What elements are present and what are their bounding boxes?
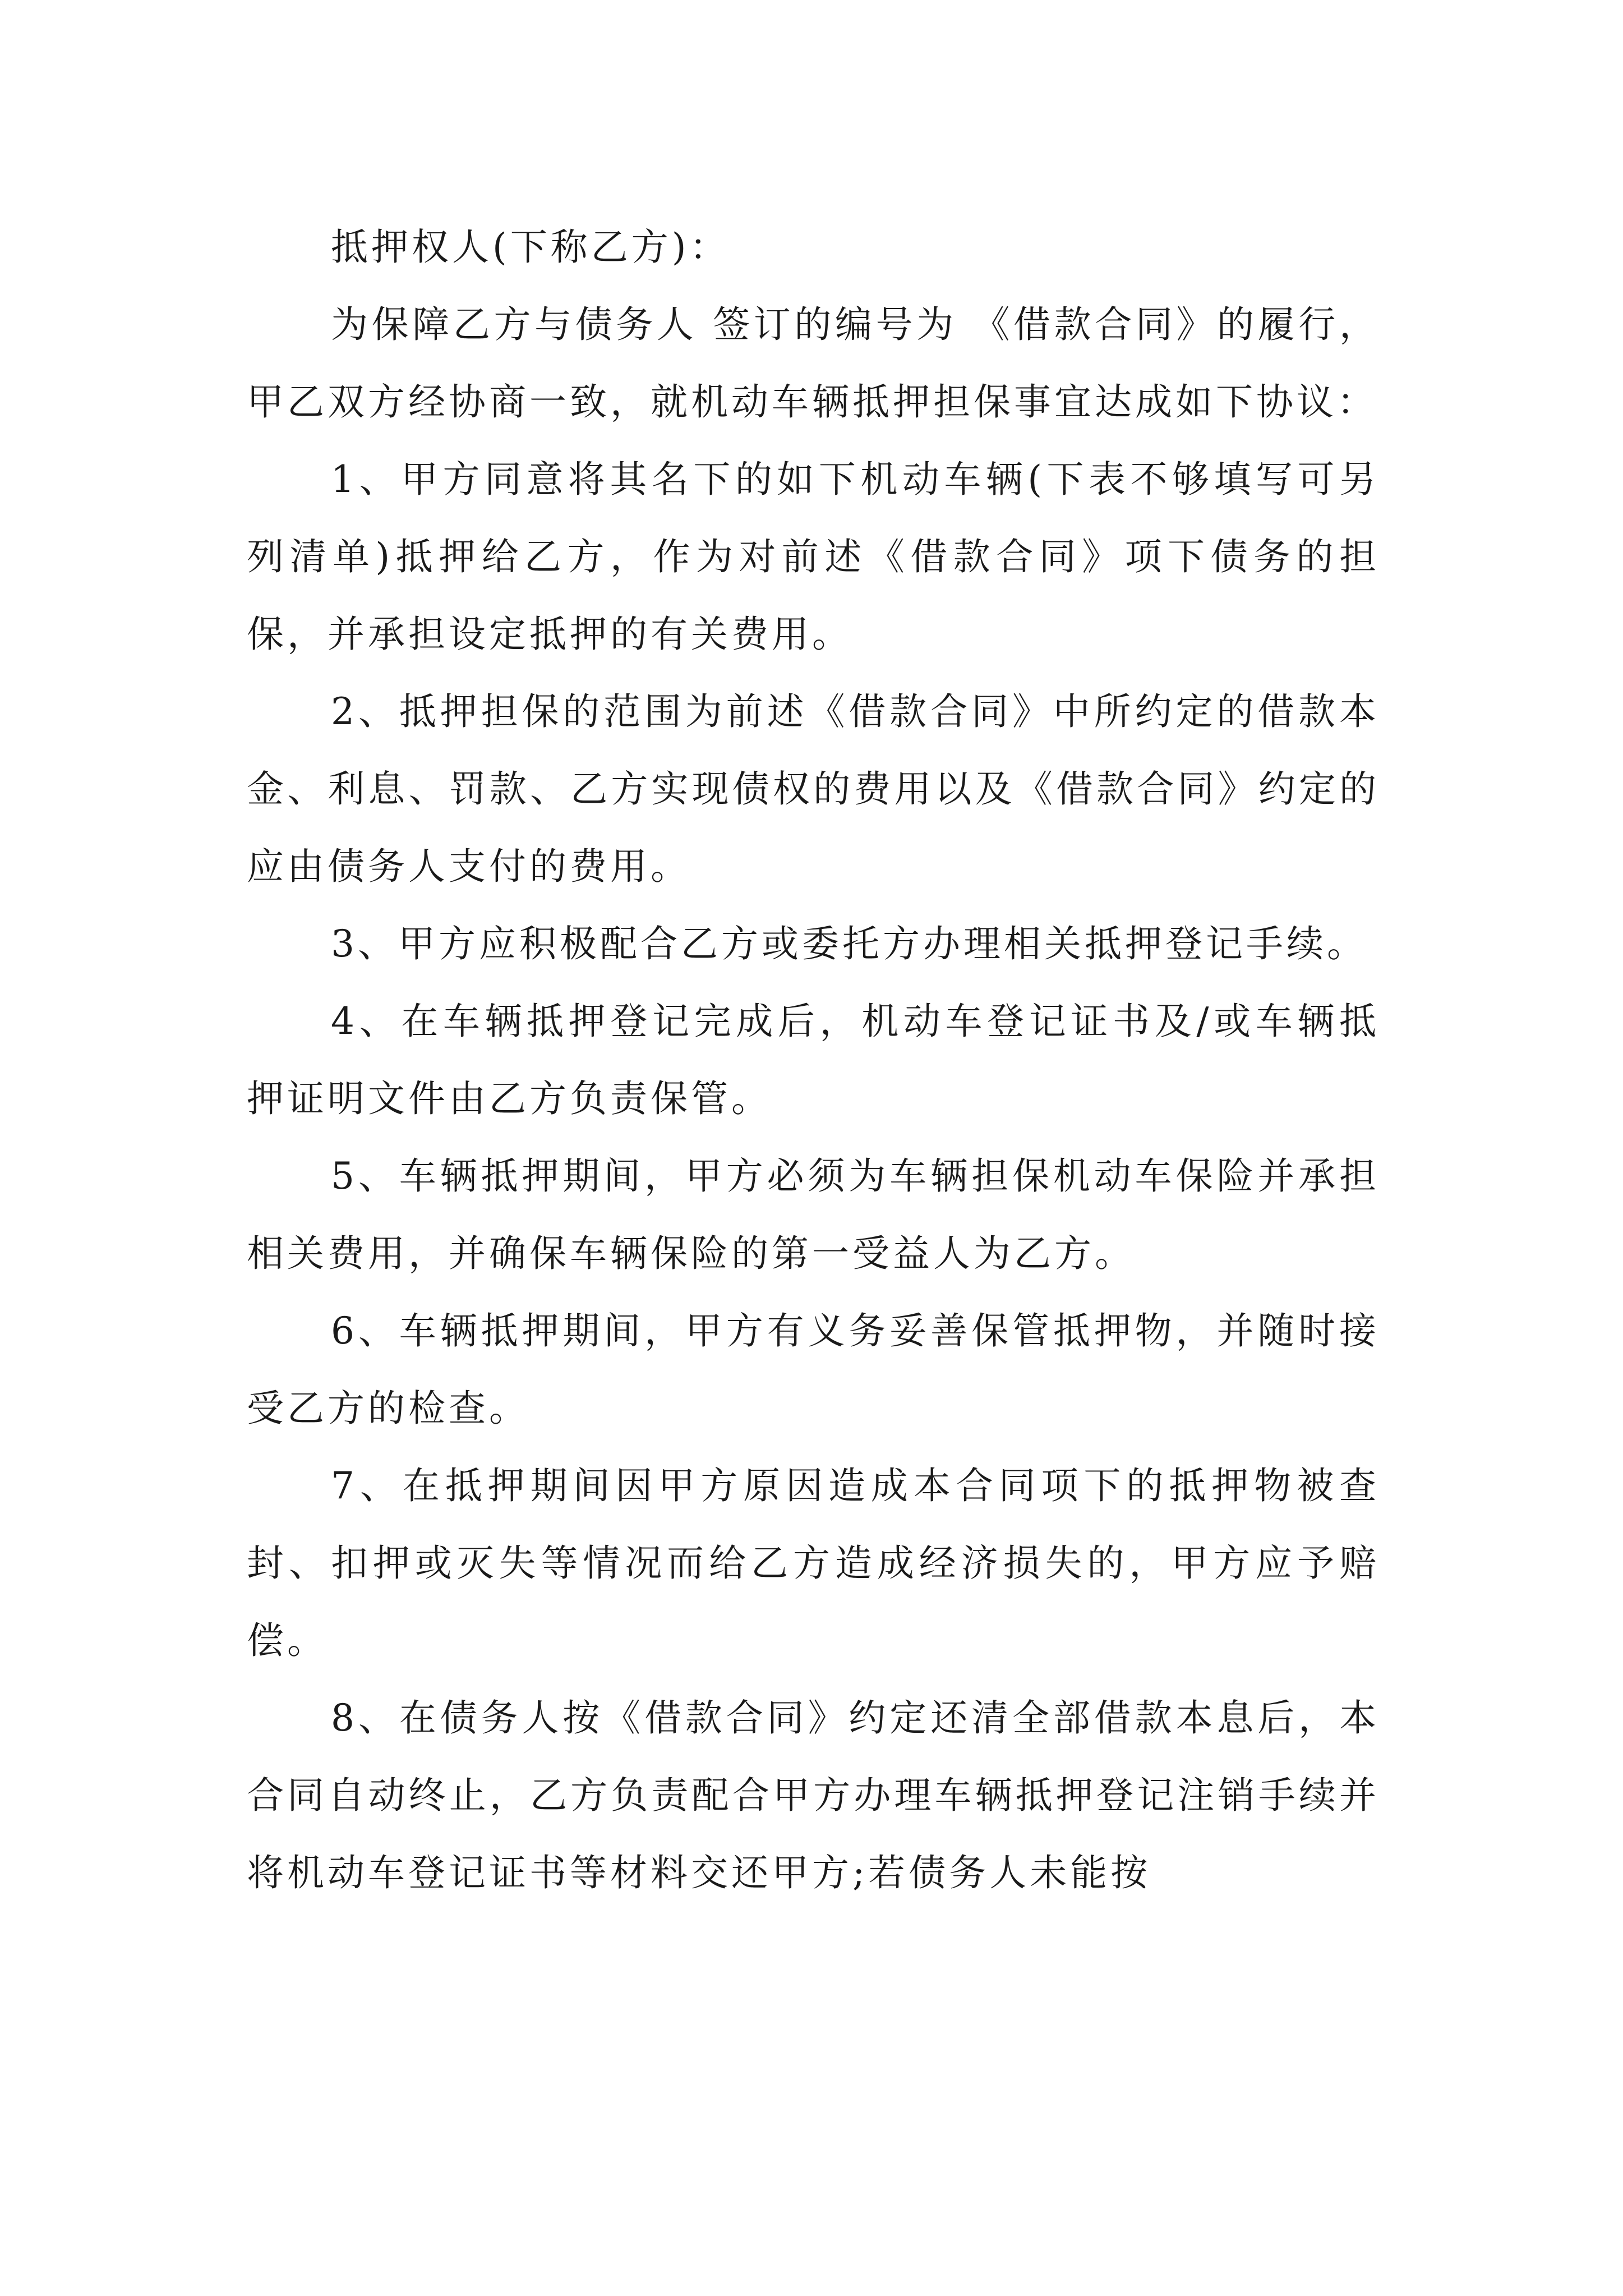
paragraph-clause-3: 3、甲方应积极配合乙方或委托方办理相关抵押登记手续。 [331, 922, 1367, 965]
paragraph-clause-1: 1、甲方同意将其名下的如下机动车辆(下表不够填写可另列清单)抵押给乙方，作为对前述《借款合同》项下债务的担保，并承担设定抵押的有关费用。 [247, 458, 1380, 656]
paragraph-preamble: 为保障乙方与债务人 签订的编号为 《借款合同》的履行，甲乙双方经协商一致，就机动车辆抵押担保事宜达成如下协议： [247, 303, 1380, 424]
paragraph-mortgagee-heading: 抵押权人(下称乙方)： [331, 226, 730, 269]
document-body [247, 209, 1380, 1912]
paragraph-clause-2: 2、抵押担保的范围为前述《借款合同》中所约定的借款本金、利息、罚款、乙方实现债权的费用以及《借款合同》约定的应由债务人支付的费用。 [247, 690, 1380, 888]
paragraph-clause-5: 5、车辆抵押期间，甲方必须为车辆担保机动车保险并承担相关费用，并确保车辆保险的第一受益人为乙方。 [247, 1154, 1380, 1275]
paragraph-clause-6: 6、车辆抵押期间，甲方有义务妥善保管抵押物，并随时接受乙方的检查。 [247, 1309, 1380, 1430]
paragraph-clause-8: 8、在债务人按《借款合同》约定还清全部借款本息后，本合同自动终止，乙方负责配合甲方办理车辆抵押登记注销手续并将机动车登记证书等材料交还甲方;若债务人未能按 [247, 1696, 1380, 1894]
paragraph-clause-4: 4、在车辆抵押登记完成后，机动车登记证书及/或车辆抵押证明文件由乙方负责保管。 [247, 1000, 1380, 1120]
paragraph-clause-7: 7、在抵押期间因甲方原因造成本合同项下的抵押物被查封、扣押或灭失等情况而给乙方造成经济损失的，甲方应予赔偿。 [247, 1464, 1380, 1662]
